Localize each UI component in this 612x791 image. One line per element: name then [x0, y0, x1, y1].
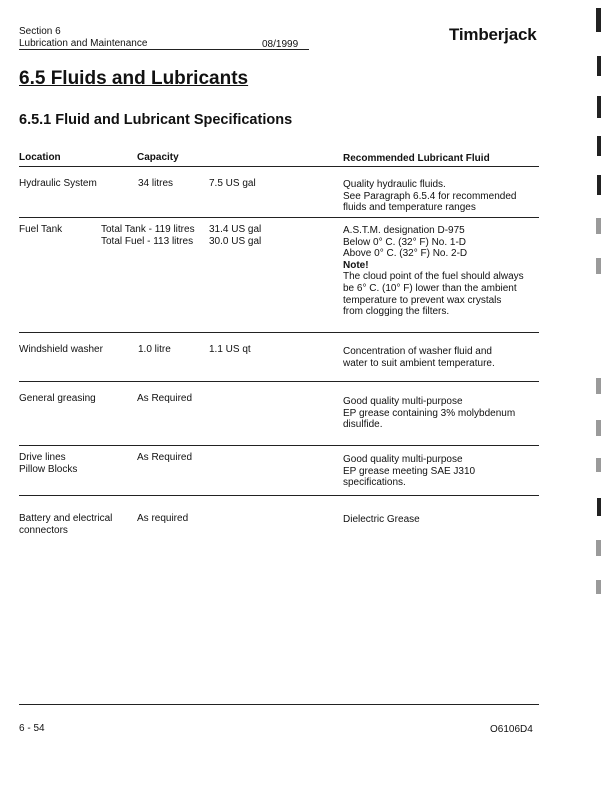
table-row: [19, 178, 97, 190]
header-rule: [19, 49, 309, 50]
table-row: [19, 393, 96, 405]
binding-mark: [596, 258, 601, 274]
row-divider: [19, 495, 539, 496]
row-location: Windshield washer: [19, 344, 103, 355]
row-capacity-cell: [138, 344, 171, 356]
row-us-cell: [209, 178, 256, 190]
fluid-line: EP grease containing 3% molybdenum: [343, 407, 516, 419]
row-fluid-cell: [343, 454, 475, 489]
document-code: O6106D4: [490, 724, 533, 735]
table-row: [19, 344, 103, 356]
row-us-capacity: 31.4 US gal: [209, 224, 262, 235]
row-us-cell: [209, 224, 261, 247]
binding-mark: [596, 378, 601, 394]
table-row: [19, 513, 112, 536]
binding-mark: [596, 8, 601, 32]
binding-mark: [596, 420, 601, 436]
row-divider: [19, 381, 539, 382]
row-capacity: Total Fuel - 113 litres: [101, 235, 194, 247]
fluid-line: Quality hydraulic fluids.: [343, 179, 446, 190]
row-divider: [19, 217, 539, 218]
row-capacity: As required: [137, 513, 189, 524]
binding-mark: [597, 175, 601, 195]
row-capacity: As Required: [137, 452, 193, 463]
binding-mark: [596, 218, 601, 234]
section-label: Section 6: [19, 26, 61, 37]
row-us-capacity: 30.0 US gal: [209, 235, 262, 247]
row-capacity-cell: [137, 393, 192, 405]
section-heading: 6.5.1 Fluid and Lubricant Specifications: [19, 112, 293, 128]
section-subtitle: Lubrication and Maintenance: [19, 38, 148, 49]
fluid-line: Good quality multi-purpose: [343, 454, 463, 465]
row-location: connectors: [19, 524, 68, 536]
fluid-line: Good quality multi-purpose: [343, 396, 463, 407]
row-location: Pillow Blocks: [19, 463, 78, 475]
row-divider: [19, 445, 539, 446]
fluid-line: A.S.T.M. designation D-975: [343, 225, 465, 236]
fluid-line: Dielectric Grease: [343, 514, 420, 525]
col-header-capacity: Capacity: [137, 152, 179, 163]
fluid-line: Above 0° C. (32° F) No. 2-D: [343, 248, 468, 260]
row-location: Fuel Tank: [19, 224, 63, 235]
row-fluid-cell: [343, 179, 516, 214]
row-capacity: As Required: [137, 393, 193, 404]
row-capacity: 34 litres: [138, 178, 174, 189]
binding-mark: [596, 458, 601, 472]
row-capacity-cell: [101, 224, 195, 247]
fluid-line: EP grease meeting SAE J310: [343, 465, 476, 477]
note-label: Note!: [343, 259, 369, 271]
table-header-rule: [19, 166, 539, 167]
page-title: 6.5 Fluids and Lubricants: [19, 68, 249, 89]
row-capacity-cell: [137, 452, 192, 464]
fluid-line: water to suit ambient temperature.: [343, 357, 495, 369]
row-location: Hydraulic System: [19, 178, 97, 189]
row-capacity-cell: [138, 178, 173, 190]
header-date: 08/1999: [262, 39, 299, 50]
binding-mark: [597, 136, 601, 156]
table-row: [19, 452, 77, 475]
fluid-line: Concentration of washer fluid and: [343, 346, 492, 357]
row-us-capacity: 7.5 US gal: [209, 178, 256, 189]
row-capacity-cell: [137, 513, 188, 525]
row-fluid-cell: [343, 514, 420, 526]
fluid-line: temperature to prevent wax crystals: [343, 294, 502, 306]
fluid-line: See Paragraph 6.5.4 for recommended: [343, 190, 517, 202]
table-row: [19, 224, 62, 236]
fluid-line: from clogging the filters.: [343, 306, 450, 318]
footer-rule: [19, 704, 539, 705]
col-header-fluid: Recommended Lubricant Fluid: [343, 153, 490, 164]
binding-mark: [597, 498, 601, 516]
fluid-line: The cloud point of the fuel should always: [343, 271, 524, 283]
row-location: Battery and electrical: [19, 513, 113, 524]
fluid-line: be 6° C. (10° F) lower than the ambient: [343, 282, 517, 294]
row-us-capacity: 1.1 US qt: [209, 344, 251, 355]
col-header-location: Location: [19, 152, 61, 163]
fluid-line: disulfide.: [343, 419, 383, 431]
binding-mark: [597, 56, 601, 76]
row-fluid-cell: [343, 346, 495, 369]
binding-mark: [597, 96, 601, 118]
row-location: Drive lines: [19, 452, 66, 463]
row-capacity: Total Tank - 119 litres: [101, 224, 195, 235]
row-fluid-cell: [343, 225, 524, 318]
row-capacity: 1.0 litre: [138, 344, 171, 355]
row-location: General greasing: [19, 393, 96, 404]
fluid-line: specifications.: [343, 477, 406, 489]
page-number: 6 - 54: [19, 723, 45, 734]
binding-mark: [596, 540, 601, 556]
binding-mark: [596, 580, 601, 594]
row-divider: [19, 332, 539, 333]
row-us-cell: [209, 344, 251, 356]
fluid-line: fluids and temperature ranges: [343, 202, 476, 214]
brand-logo: Timberjack: [449, 25, 537, 44]
fluid-line: Below 0° C. (32° F) No. 1-D: [343, 236, 467, 248]
row-fluid-cell: [343, 396, 515, 431]
